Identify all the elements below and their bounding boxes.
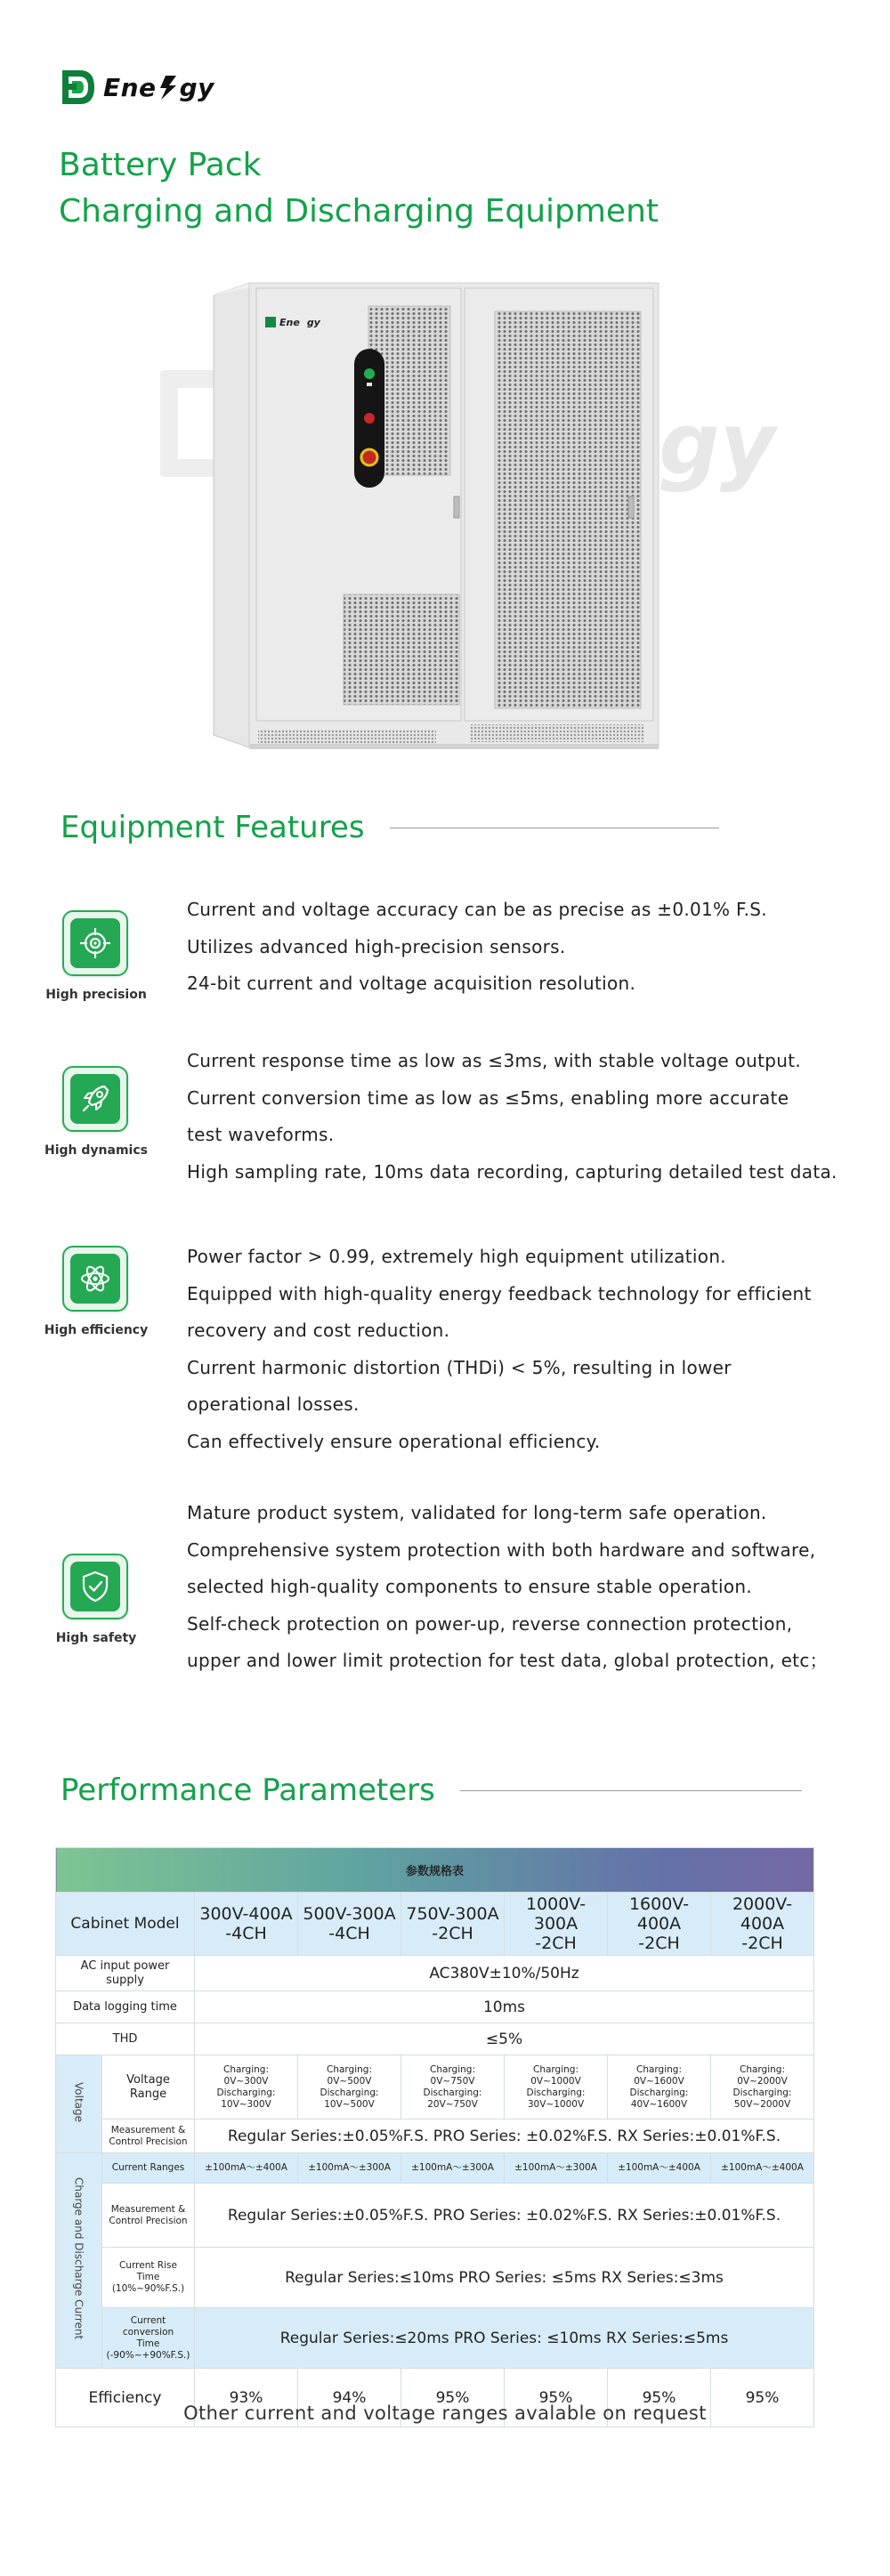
ac-input-label: AC input power supply — [56, 1956, 195, 1991]
feature-line: Current conversion time as low as ≤5ms, enabling more accurate — [187, 1086, 789, 1109]
feature-efficiency-label: High efficiency — [44, 1323, 149, 1337]
efficiency-cell: 94% — [298, 2369, 401, 2427]
feature-safety-text — [187, 1495, 863, 1680]
feature-efficiency — [62, 1246, 128, 1312]
performance-heading — [61, 1773, 802, 1808]
feature-line: Current and voltage accuracy can be as precise as ±0.01% F.S. — [187, 899, 767, 920]
current-range-cell: ±100mA～±300A — [505, 2153, 608, 2184]
feature-line: Self-check protection on power-up, reverse connection protection, — [187, 1612, 793, 1635]
efficiency-cell: 95% — [711, 2369, 814, 2427]
cabinet-illustration — [160, 267, 776, 774]
feature-line: Current harmonic distortion (THDi) < 5%, resulting in lower — [187, 1356, 732, 1378]
feature-safety-icon-box — [62, 1554, 128, 1619]
voltage-range-cell: Charging: 0V~500V Discharging: 10V~500V — [298, 2055, 401, 2120]
cabinet-logo-prefix: Ene — [279, 317, 300, 328]
status-light-red — [364, 413, 375, 424]
rise-time-value: Regular Series:≤10ms PRO Series: ≤5ms RX Series:≤3ms — [195, 2248, 814, 2308]
brand-name-suffix: gy — [179, 72, 214, 102]
parameters-table — [55, 1847, 814, 2427]
brand-logo-icon — [59, 68, 98, 107]
current-range-cell: ±100mA～±300A — [401, 2153, 505, 2184]
feature-line: Comprehensive system protection with both hardware and software, — [187, 1538, 816, 1561]
feature-precision-label: High precision — [45, 988, 147, 1002]
efficiency-cell: 95% — [401, 2369, 505, 2427]
rocket-icon — [77, 1081, 113, 1117]
model-cell: 750V-300A -2CH — [401, 1893, 505, 1956]
voltage-range-cell: Charging: 0V~750V Discharging: 20V~750V — [401, 2055, 505, 2120]
feature-line: Power factor > 0.99, extremely high equipment utilization. — [187, 1246, 726, 1267]
table-row-rise-time — [56, 2248, 814, 2308]
feature-line: High sampling rate, 10ms data recording, capturing detailed test data. — [187, 1160, 837, 1183]
table-row-voltage-precision — [56, 2120, 814, 2153]
voltage-range-cell: Charging: 0V~1600V Discharging: 40V~1600V — [608, 2055, 711, 2120]
current-precision-value: Regular Series:±0.05%F.S. PRO Series: ±0.02%F.S. RX Series:±0.01%F.S. — [195, 2184, 814, 2248]
feature-line: selected high-quality components to ensure stable operation. — [187, 1576, 753, 1597]
current-precision-label: Measurement & Control Precision — [102, 2184, 195, 2248]
features-heading — [61, 810, 719, 845]
current-range-cell: ±100mA～±400A — [195, 2153, 298, 2184]
performance-heading-rule — [460, 1790, 802, 1791]
current-ranges-label: Current Ranges — [102, 2153, 195, 2184]
feature-line: Can effectively ensure operational efficiency. — [187, 1430, 601, 1452]
table-row-voltage-range — [56, 2055, 814, 2120]
efficiency-cell: 93% — [195, 2369, 298, 2427]
brand-logo — [59, 68, 214, 107]
feature-safety — [62, 1554, 128, 1619]
status-light-green — [364, 368, 375, 379]
thd-label: THD — [56, 2023, 195, 2055]
feature-line: Mature product system, validated for long-term safe operation. — [187, 1502, 767, 1523]
feature-line: Utilizes advanced high-precision sensors. — [187, 935, 566, 957]
rise-time-label: Current Rise Time (10%~90%F.S.) — [102, 2248, 195, 2308]
voltage-range-cell: Charging: 0V~1000V Discharging: 30V~1000V — [505, 2055, 608, 2120]
table-row-conversion-time — [56, 2308, 814, 2369]
voltage-precision-label: Measurement & Control Precision — [102, 2120, 195, 2153]
atom-icon — [77, 1261, 113, 1296]
page-title — [59, 142, 659, 235]
feature-line: recovery and cost reduction. — [187, 1320, 450, 1341]
table-row-current-ranges — [56, 2153, 814, 2184]
ranges-note: Other current and voltage ranges avalable on request — [183, 2402, 707, 2424]
efficiency-cell: 95% — [608, 2369, 711, 2427]
efficiency-cell: 95% — [505, 2369, 608, 2427]
lightning-icon — [157, 74, 180, 101]
feature-safety-label: High safety — [55, 1631, 137, 1645]
data-logging-label: Data logging time — [56, 1991, 195, 2023]
efficiency-label: Efficiency — [56, 2369, 195, 2427]
feature-efficiency-icon-box — [62, 1246, 128, 1312]
title-line-1: Battery Pack — [59, 147, 262, 183]
model-cell: 2000V-400A -2CH — [711, 1893, 814, 1956]
feature-efficiency-text — [187, 1239, 863, 1460]
conversion-time-label: Current conversion Time (-90%~+90%F.S.) — [102, 2308, 195, 2369]
table-row-thd — [56, 2023, 814, 2055]
voltage-group-label: Voltage — [56, 2055, 102, 2153]
table-row-model — [56, 1893, 814, 1956]
current-group-label: Charge and Discharge Current — [56, 2153, 102, 2369]
voltage-range-cell: Charging: 0V~2000V Discharging: 50V~2000V — [711, 2055, 814, 2120]
model-label: Cabinet Model — [56, 1893, 195, 1956]
shield-check-icon — [77, 1569, 113, 1604]
table-row-ac-input — [56, 1956, 814, 1991]
brand-name-prefix: Ene — [103, 72, 157, 102]
model-cell: 1600V-400A -2CH — [608, 1893, 711, 1956]
feature-precision-icon-box — [62, 910, 128, 976]
feature-line: operational losses. — [187, 1393, 360, 1415]
performance-heading-text: Performance Parameters — [61, 1773, 435, 1808]
current-range-cell: ±100mA～±400A — [711, 2153, 814, 2184]
model-cell: 300V-400A -4CH — [195, 1893, 298, 1956]
table-row-data-logging — [56, 1991, 814, 2023]
title-line-2: Charging and Discharging Equipment — [59, 193, 659, 230]
voltage-range-label: Voltage Range — [102, 2055, 195, 2120]
feature-precision-text — [187, 892, 863, 1003]
table-header: 参数规格表 — [56, 1848, 814, 1893]
thd-value: ≤5% — [195, 2023, 814, 2055]
voltage-range-cell: Charging: 0V~300V Discharging: 10V~300V — [195, 2055, 298, 2120]
feature-line: upper and lower limit protection for test data, global protection, etc； — [187, 1650, 828, 1671]
feature-dynamics-label: High dynamics — [44, 1143, 148, 1158]
table-header-row — [56, 1848, 814, 1893]
conversion-time-value: Regular Series:≤20ms PRO Series: ≤10ms RX Series:≤5ms — [195, 2308, 814, 2369]
feature-precision — [62, 910, 128, 976]
feature-line: Current response time as low as ≤3ms, with stable voltage output. — [187, 1050, 802, 1071]
feature-line: Equipped with high-quality energy feedback technology for efficient — [187, 1282, 812, 1304]
watermark-text: gy — [659, 394, 776, 494]
model-cell: 1000V-300A -2CH — [505, 1893, 608, 1956]
data-logging-value: 10ms — [195, 1991, 814, 2023]
model-cell: 500V-300A -4CH — [298, 1893, 401, 1956]
feature-dynamics-text — [187, 1043, 863, 1191]
current-range-cell: ±100mA～±400A — [608, 2153, 711, 2184]
product-image — [160, 267, 776, 774]
ac-input-value: AC380V±10%/50Hz — [195, 1956, 814, 1991]
brand-name — [103, 73, 214, 102]
emergency-stop-button — [361, 449, 377, 465]
feature-line: test waveforms. — [187, 1124, 335, 1145]
current-range-cell: ±100mA～±300A — [298, 2153, 401, 2184]
table-row-current-precision — [56, 2184, 814, 2248]
feature-dynamics-icon-box — [62, 1066, 128, 1132]
feature-line: 24-bit current and voltage acquisition resolution. — [187, 973, 636, 994]
voltage-precision-value: Regular Series:±0.05%F.S. PRO Series: ±0.02%F.S. RX Series:±0.01%F.S. — [195, 2120, 814, 2153]
feature-dynamics — [62, 1066, 128, 1132]
target-icon — [77, 925, 113, 961]
features-heading-text: Equipment Features — [61, 810, 365, 845]
cabinet-logo-suffix: gy — [306, 317, 320, 328]
